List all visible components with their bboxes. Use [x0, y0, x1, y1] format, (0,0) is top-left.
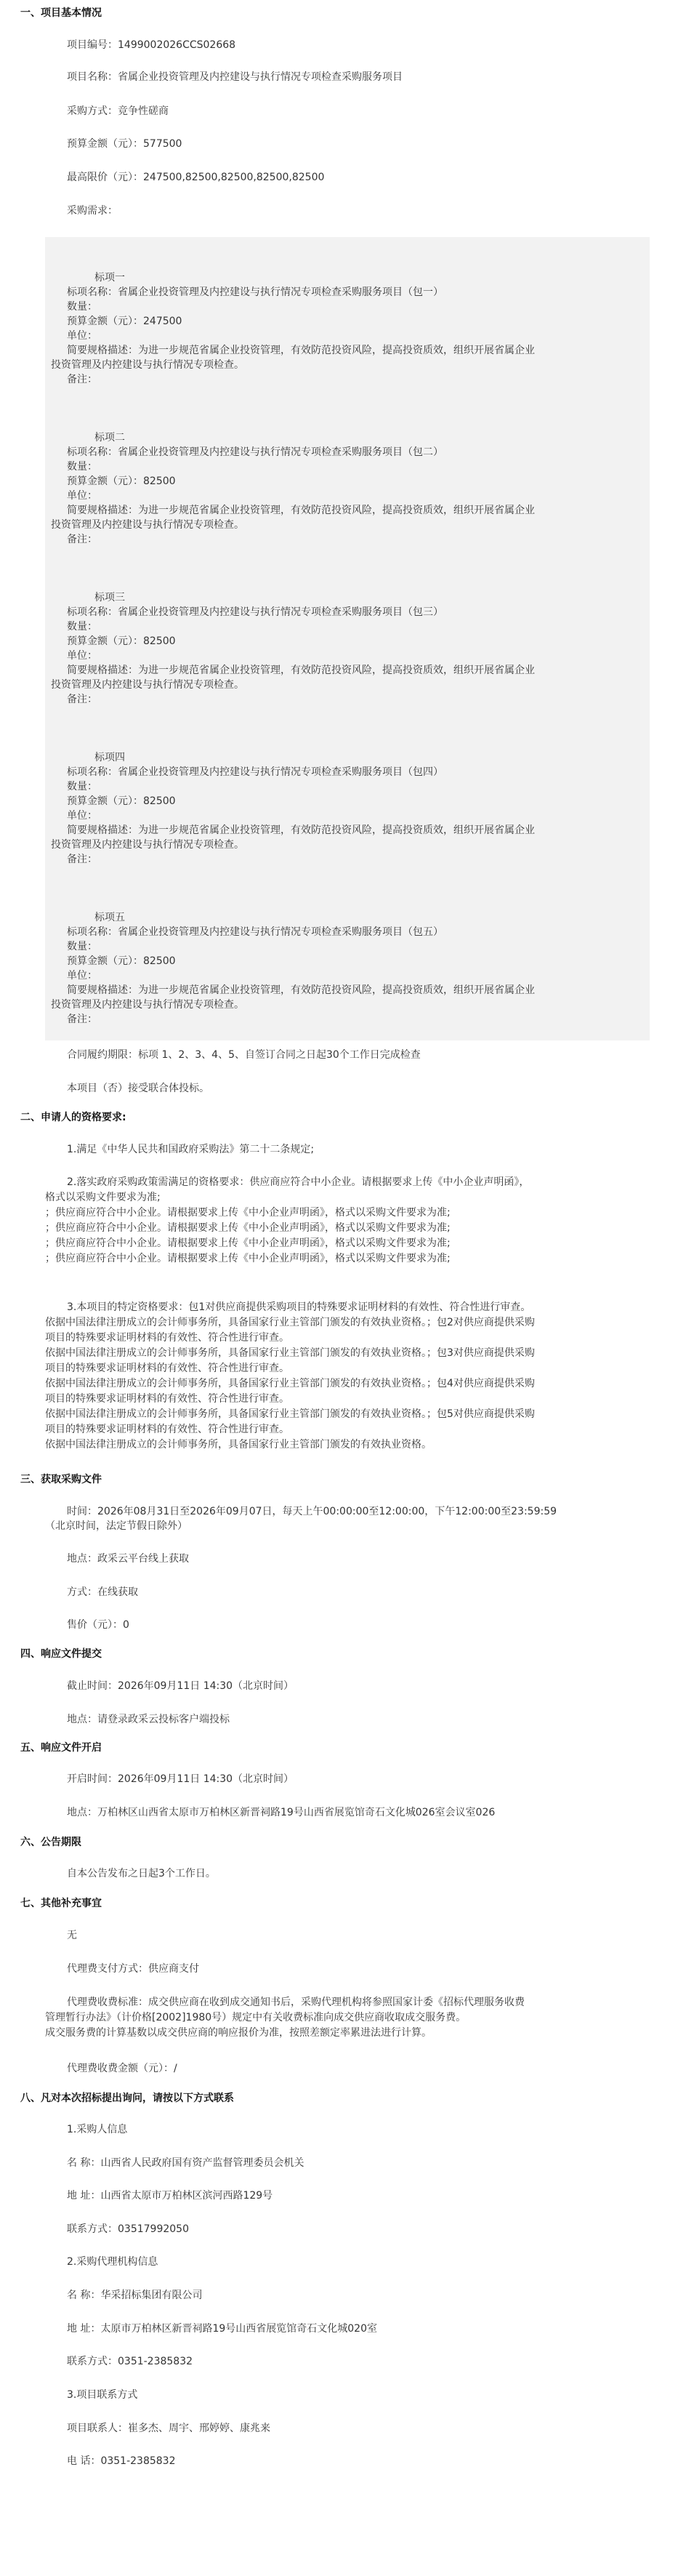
purchaser-name: 名 称：山西省人民政府国有资产监督管理委员会机关 [67, 2157, 304, 2169]
section-8-heading: 八、凡对本次招标提出询问，请按以下方式联系 [20, 2093, 234, 2104]
lot-5-spec: 简要规格描述：为进一步规范省属企业投资管理，有效防范投资风险，提高投资质效，组织开展省属企业 [67, 984, 535, 996]
opening-place: 地点：万柏林区山西省太原市万柏林区新晋祠路19号山西省展览馆奇石文化城026室会议室026 [67, 1807, 496, 1818]
lot-2-spec: 简要规格描述：为进一步规范省属企业投资管理，有效防范投资风险，提高投资质效，组织开展省属企业 [67, 505, 535, 516]
notice-period: 自本公告发布之日起3个工作日。 [67, 1868, 216, 1879]
submit-deadline: 截止时间：2026年09月11日 14:30（北京时间） [67, 1680, 294, 1692]
qualification-3-line: 依据中国法律注册成立的会计师事务所，具备国家行业主管部门颁发的有效执业资格。；包2对供应商提供采购 [45, 1317, 535, 1328]
lot-4-qty: 数量： [67, 781, 97, 793]
lot-1-spec-cont: 投资管理及内控建设与执行情况专项检查。 [51, 359, 244, 371]
lot-5-spec-cont: 投资管理及内控建设与执行情况专项检查。 [51, 999, 244, 1011]
lot-3-spec-cont: 投资管理及内控建设与执行情况专项检查。 [51, 679, 244, 691]
agency-name: 名 称：华采招标集团有限公司 [67, 2290, 203, 2301]
contract-period: 合同履约期限：标项 1、2、3、4、5、自签订合同之日起30个工作日完成检查 [67, 1049, 421, 1061]
agency-fee-standard: 代理费收费标准：成交供应商在收到成交通知书后，采购代理机构将参照国家计委《招标代理服务收费 [67, 1997, 525, 2008]
lot-3-title: 标项三 [94, 592, 125, 603]
qualification-2-line: ；供应商应符合中小企业。请根据要求上传《中小企业声明函》，格式以采购文件要求为准; [45, 1237, 451, 1249]
supplement-none: 无 [67, 1930, 77, 1941]
lot-4-spec: 简要规格描述：为进一步规范省属企业投资管理，有效防范投资风险，提高投资质效，组织开展省属企业 [67, 824, 535, 836]
qualification-3-line: 依据中国法律注册成立的会计师事务所，具备国家行业主管部门颁发的有效执业资格。；包3对供应商提供采购 [45, 1347, 535, 1359]
project-contacts: 项目联系人：崔多杰、周宇、邢婷婷、康兆来 [67, 2423, 270, 2434]
lot-3-remark: 备注： [67, 694, 97, 705]
lot-2-unit: 单位： [67, 490, 97, 502]
lot-2-name: 标项名称：省属企业投资管理及内控建设与执行情况专项检查采购服务项目（包二） [67, 446, 443, 458]
qualification-3-line: 3.本项目的特定资格要求：包1对供应商提供采购项目的特殊要求证明材料的有效性、符合性进行审查。 [67, 1301, 531, 1313]
qualification-2-line: 2.落实政府采购政策需满足的资格要求：供应商应符合中小企业。请根据要求上传《中小企业声明函》， [67, 1176, 530, 1188]
qualification-3-line: 项目的特殊要求证明材料的有效性、符合性进行审查。 [45, 1424, 289, 1435]
lot-3-spec: 简要规格描述：为进一步规范省属企业投资管理，有效防范投资风险，提高投资质效，组织开展省属企业 [67, 665, 535, 676]
qualification-3-line: 依据中国法律注册成立的会计师事务所，具备国家行业主管部门颁发的有效执业资格。；包5对供应商提供采购 [45, 1408, 535, 1420]
opening-time: 开启时间：2026年09月11日 14:30（北京时间） [67, 1773, 294, 1785]
qualification-2-line: ；供应商应符合中小企业。请根据要求上传《中小企业声明函》，格式以采购文件要求为准; [45, 1207, 451, 1219]
project-name: 项目名称：省属企业投资管理及内控建设与执行情况专项检查采购服务项目 [67, 71, 403, 83]
submit-place: 地点：请登录政采云投标客户端投标 [67, 1714, 230, 1725]
section-5-heading: 五、响应文件开启 [20, 1742, 102, 1754]
agency-fee-payment: 代理费支付方式：供应商支付 [67, 1963, 199, 1975]
qualification-2-line: 格式以采购文件要求为准; [45, 1192, 161, 1203]
lot-5-qty: 数量： [67, 941, 97, 952]
lot-4-title: 标项四 [94, 752, 125, 763]
consortium-note: 本项目（否）接受联合体投标。 [67, 1083, 209, 1094]
section-7-heading: 七、其他补充事宜 [20, 1898, 102, 1909]
lot-1-unit: 单位： [67, 330, 97, 342]
agency-address: 地 址：太原市万柏林区新晋祠路19号山西省展览馆奇石文化城020室 [67, 2323, 377, 2335]
agency-info-title: 2.采购代理机构信息 [67, 2256, 158, 2268]
lot-5-title: 标项五 [94, 912, 125, 923]
lot-2-qty: 数量： [67, 461, 97, 473]
agency-fee-standard-cont: 管理暂行办法》（计价格[2002]1980号）规定中有关收费标准向成交供应商收取成交服务费。 [45, 2012, 467, 2023]
lot-4-spec-cont: 投资管理及内控建设与执行情况专项检查。 [51, 839, 244, 851]
lot-2-title: 标项二 [94, 432, 125, 444]
purchaser-phone: 联系方式：03517992050 [67, 2223, 189, 2235]
lot-2-remark: 备注： [67, 534, 97, 545]
agency-fee-amount: 代理费收费金额（元）：/ [67, 2063, 177, 2074]
purchaser-address: 地 址：山西省太原市万柏林区滨河西路129号 [67, 2190, 273, 2202]
document-price: 售价（元）：0 [67, 1619, 129, 1631]
agency-phone: 联系方式：0351-2385832 [67, 2356, 193, 2367]
qualification-3-line: 依据中国法律注册成立的会计师事务所，具备国家行业主管部门颁发的有效执业资格。；包4对供应商提供采购 [45, 1378, 535, 1389]
lot-3-unit: 单位： [67, 650, 97, 662]
agency-fee-standard-cont: 成交服务费的计算基数以成交供应商的响应报价为准，按照差额定率累进法进行计算。 [45, 2027, 432, 2039]
lot-3-budget: 预算金额（元）：82500 [67, 635, 176, 647]
section-6-heading: 六、公告期限 [20, 1837, 81, 1848]
acquire-place: 地点：政采云平台线上获取 [67, 1553, 189, 1565]
project-contact-title: 3.项目联系方式 [67, 2389, 138, 2401]
lot-1-title: 标项一 [94, 272, 125, 284]
procurement-method: 采购方式：竞争性磋商 [67, 105, 169, 117]
lot-4-budget: 预算金额（元）：82500 [67, 795, 176, 807]
qualification-3-line: 项目的特殊要求证明材料的有效性、符合性进行审查。 [45, 1363, 289, 1374]
lot-1-budget: 预算金额（元）：247500 [67, 316, 182, 327]
lot-2-spec-cont: 投资管理及内控建设与执行情况专项检查。 [51, 519, 244, 531]
lot-5-budget: 预算金额（元）：82500 [67, 955, 176, 967]
acquire-time: 时间：2026年08月31日至2026年09月07日，每天上午00:00:00至12:00:00，下午12:00:00至23:59:59 [67, 1506, 557, 1517]
lot-3-name: 标项名称：省属企业投资管理及内控建设与执行情况专项检查采购服务项目（包三） [67, 606, 443, 618]
lot-5-remark: 备注： [67, 1014, 97, 1025]
section-4-heading: 四、响应文件提交 [20, 1648, 102, 1660]
purchaser-info-title: 1.采购人信息 [67, 2124, 128, 2135]
qualification-2-line: ；供应商应符合中小企业。请根据要求上传《中小企业声明函》，格式以采购文件要求为准; [45, 1222, 451, 1234]
acquire-method: 方式：在线获取 [67, 1586, 138, 1598]
lot-4-unit: 单位： [67, 810, 97, 822]
acquire-time-note: （北京时间，法定节假日除外） [45, 1520, 187, 1532]
lot-1-remark: 备注： [67, 374, 97, 385]
section-2-heading: 二、申请人的资格要求: [20, 1112, 126, 1123]
qualification-3-line: 项目的特殊要求证明材料的有效性、符合性进行审查。 [45, 1393, 289, 1405]
max-price: 最高限价（元）：247500,82500,82500,82500,82500 [67, 172, 325, 183]
qualification-2-line: ；供应商应符合中小企业。请根据要求上传《中小企业声明函》，格式以采购文件要求为准; [45, 1253, 451, 1264]
project-phone: 电 话：0351-2385832 [67, 2455, 176, 2467]
lot-1-spec: 简要规格描述：为进一步规范省属企业投资管理，有效防范投资风险，提高投资质效，组织开展省属企业 [67, 345, 535, 356]
section-3-heading: 三、获取采购文件 [20, 1474, 102, 1485]
lot-3-qty: 数量： [67, 621, 97, 633]
lot-1-qty: 数量： [67, 301, 97, 313]
lot-5-name: 标项名称：省属企业投资管理及内控建设与执行情况专项检查采购服务项目（包五） [67, 926, 443, 938]
qualification-3-line: 依据中国法律注册成立的会计师事务所，具备国家行业主管部门颁发的有效执业资格。 [45, 1439, 432, 1450]
demand-label: 采购需求： [67, 205, 118, 217]
lot-1-name: 标项名称：省属企业投资管理及内控建设与执行情况专项检查采购服务项目（包一） [67, 286, 443, 298]
lot-5-unit: 单位： [67, 970, 97, 982]
lot-4-name: 标项名称：省属企业投资管理及内控建设与执行情况专项检查采购服务项目（包四） [67, 766, 443, 778]
section-1-heading: 一、项目基本情况 [20, 7, 102, 19]
budget-amount: 预算金额（元）：577500 [67, 138, 182, 150]
lot-2-budget: 预算金额（元）：82500 [67, 476, 176, 487]
qualification-1: 1.满足《中华人民共和国政府采购法》第二十二条规定; [67, 1144, 315, 1155]
qualification-3-line: 项目的特殊要求证明材料的有效性、符合性进行审查。 [45, 1332, 289, 1344]
lot-4-remark: 备注： [67, 854, 97, 865]
project-number: 项目编号：1499002026CCS02668 [67, 39, 236, 51]
